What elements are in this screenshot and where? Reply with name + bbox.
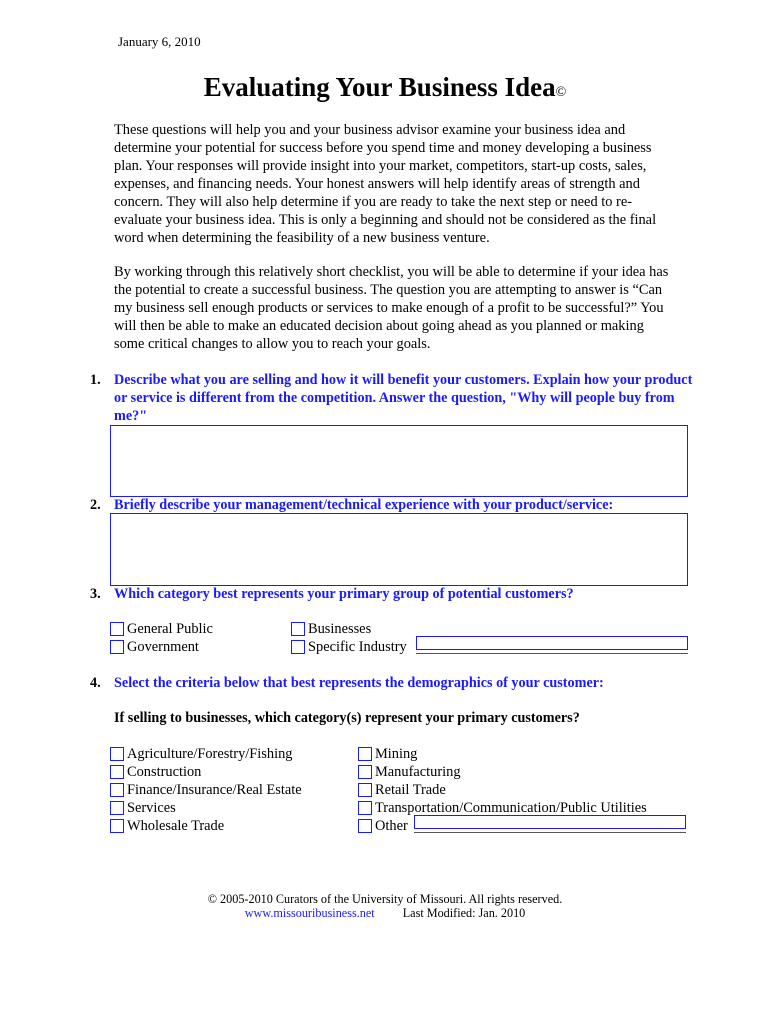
footer-copyright: © 2005-2010 Curators of the University of Missouri. All rights reserved. [207, 892, 563, 906]
footer-meta [0, 906, 770, 921]
checkbox-mining[interactable] [358, 747, 372, 761]
title-text: Evaluating Your Business Idea [203, 72, 556, 102]
document-date: January 6, 2010 [118, 34, 201, 49]
option-specific-industry-label: Specific Industry [308, 638, 407, 655]
option-agriculture-label: Agriculture/Forestry/Fishing [127, 745, 293, 762]
option-general-public[interactable] [110, 620, 213, 638]
option-finance-label: Finance/Insurance/Real Estate [127, 781, 302, 798]
option-construction-label: Construction [127, 763, 202, 780]
footer-last-modified: Last Modified: Jan. 2010 [402, 906, 526, 920]
intro-paragraph-1: These questions will help you and your business advisor examine your business idea and determine your potential for success before you spend time and money developing a business plan. Your responses will provide insight into your market, competitors, start-up costs, sales, expenses, and financing needs. Your honest answers will help identify areas of strength and concern. They will also help determine if you are ready to take the next step or need to re-evaluate your business idea. This is only a beginning and should not be considered as the final word when determining the feasibility of a new business venture. [114, 122, 657, 246]
option-construction[interactable] [110, 763, 201, 781]
question-2-text: Briefly describe your management/technical experience with your product/service: [114, 497, 614, 513]
other-underline [414, 832, 686, 833]
intro-paragraph-2: By working through this relatively short checklist, you will be able to determine if your idea has the potential to create a successful business. The question you are attempting to answer is “Can my business sell enough products or services to make enough of a profit to be successful?” You will then be able to make an educated decision about going ahead as you planned or making some critical changes to allow you to reach your goals. [114, 264, 669, 352]
checkbox-other[interactable] [358, 819, 372, 833]
question-1-answer-field[interactable] [110, 425, 688, 497]
other-input[interactable] [414, 815, 686, 829]
question-3-text: Which category best represents your primary group of potential customers? [114, 586, 574, 602]
option-retail-label: Retail Trade [375, 781, 446, 798]
checkbox-wholesale[interactable] [110, 819, 124, 833]
question-4-text: Select the criteria below that best represents the demographics of your customer: [114, 675, 604, 691]
footer-link[interactable]: www.missouribusiness.net [244, 906, 375, 920]
option-wholesale-label: Wholesale Trade [127, 817, 225, 834]
question-3 [90, 585, 700, 603]
checkbox-government[interactable] [110, 640, 124, 654]
checkbox-transportation[interactable] [358, 801, 372, 815]
copyright-mark: © [555, 85, 567, 100]
option-services-label: Services [127, 799, 176, 816]
question-1 [90, 371, 700, 425]
question-1-number: 1. [90, 372, 101, 388]
checkbox-construction[interactable] [110, 765, 124, 779]
question-3-number: 3. [90, 586, 101, 602]
checkbox-businesses[interactable] [291, 622, 305, 636]
question-2-answer-field[interactable] [110, 513, 688, 586]
option-mining[interactable] [358, 745, 417, 763]
option-government-label: Government [127, 638, 199, 655]
question-1-text: Describe what you are selling and how it will benefit your customers. Explain how your product or service is different from the competition. Answer the question, "Why will people buy from me?" [114, 372, 693, 424]
option-general-public-label: General Public [127, 620, 213, 637]
option-manufacturing[interactable] [358, 763, 461, 781]
checkbox-specific-industry[interactable] [291, 640, 305, 654]
question-4-number: 4. [90, 675, 101, 691]
question-4-subquestion: If selling to businesses, which category(s) represent your primary customers? [114, 710, 580, 726]
specific-industry-input[interactable] [416, 636, 688, 650]
question-2 [90, 496, 700, 514]
option-agriculture[interactable] [110, 745, 292, 763]
option-wholesale[interactable] [110, 817, 224, 835]
checkbox-retail[interactable] [358, 783, 372, 797]
checkbox-general-public[interactable] [110, 622, 124, 636]
checkbox-finance[interactable] [110, 783, 124, 797]
option-mining-label: Mining [375, 745, 418, 762]
option-other-label: Other [375, 817, 408, 834]
question-2-number: 2. [90, 497, 101, 513]
option-retail[interactable] [358, 781, 446, 799]
option-businesses-label: Businesses [308, 620, 372, 637]
checkbox-agriculture[interactable] [110, 747, 124, 761]
question-4 [90, 674, 700, 692]
option-transportation-label: Transportation/Communication/Public Utilities [375, 799, 647, 816]
checkbox-services[interactable] [110, 801, 124, 815]
option-finance[interactable] [110, 781, 302, 799]
option-other[interactable] [358, 817, 408, 835]
option-businesses[interactable] [291, 620, 371, 638]
specific-industry-underline [416, 653, 688, 654]
option-services[interactable] [110, 799, 176, 817]
option-government[interactable] [110, 638, 199, 656]
checkbox-manufacturing[interactable] [358, 765, 372, 779]
option-specific-industry[interactable] [291, 638, 407, 656]
page-title [0, 72, 770, 103]
option-manufacturing-label: Manufacturing [375, 763, 461, 780]
